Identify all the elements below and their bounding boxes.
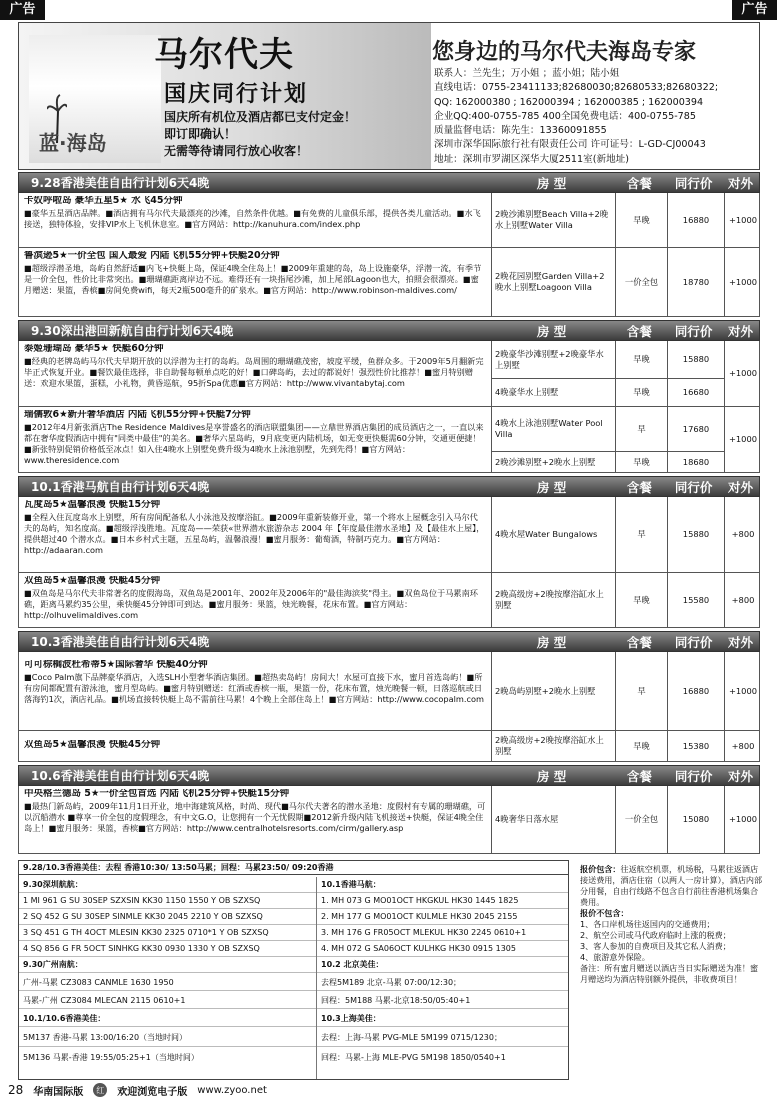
ad-banner — [18, 22, 760, 170]
room-type: 2晚高级房+2晚按摩浴缸水上别墅 — [491, 573, 615, 627]
welcome-text: 欢迎浏览电子版 — [117, 1086, 188, 1098]
page-number: 28 — [8, 1083, 24, 1097]
contact-info: 联系人：兰先生；万小姐 ；蓝小姐；陆小姐 直线电话：0755-23411133;82680030;82680533;82680322; QQ: 162000380 ; 162000394 ; 162000385 ; 162000394 企业QQ:400-0755-785 400全国免费电话：400-0755-785 质量监督电话：陈先生：13360091855 深圳市深华国际旅行社有限责任公司 许可证号：L-GD-CJ00043 地址：深圳市罗湖区深华大厦2511室(新地址) — [434, 68, 719, 165]
room-type: 2晚沙滩别墅Beach Villa+2晚水上别墅Water Villa — [491, 193, 615, 247]
price: 18780 — [667, 248, 724, 316]
flight-info-box: 9.28/10.3香港美佳：去程 香港10:30/ 13:50马累；回程：马累23:50/ 09:20香港 9.30深圳航航： 1 MI 961 G SU 30SEP SZXSIN KK30 1150 1550 Y OB SZXSQ 2 SQ 452 G SU 30SEP SINMLE KK30 2045 2210 Y OB SZXSQ 3 SQ 451 G TH 4OCT MLESIN KK30 2325 0710*1 Y OB SZXSQ 4 SQ 856 G FR 5OCT SINHKG KK30 0930 1330 Y OB SZXSQ 9.30广州南航： 广州-马累 CZ3083 CANMLE 1630 1950 马累-广州 CZ3084 MLECAN 2115 0610+1 10.1/10.6香港美佳： 5M137 香港-马累 13:00/16:20（当地时间） 5M136 马累-香港 19:55/05:25+1（当地时间） 10.1香港马航： 1. MH 073 G MO01OCT HKGKUL HK30 1445 1825 2. MH 177 G MO01OCT KULMLE HK30 2045 2155 3. MH 176 G FR05OCT MLEKUL HK30 2245 0610+1 4. MH 072 G SA06OCT KULHKG HK30 0915 1305 10.2 北京美佳： 去程5M189 北京-马累 07:00/12:30； 回程：5M188 马累-北京18:50/05:40+1 10.3上海美佳： 去程：上海-马累 PVG-MLE 5M199 0715/1230； 回程：马累-上海 MLE-PVG 5M198 1850/0540+1 — [18, 860, 569, 1080]
room-type: 4晚水上泳池别墅Water Pool Villa — [491, 407, 615, 451]
section-header: 10.6香港美佳自由行计划6天4晚 房 型 含餐 同行价 对外 — [18, 765, 760, 786]
ad-tag-left: 广告 — [0, 0, 45, 20]
price: 16680 — [667, 378, 724, 406]
price: 15880 — [667, 497, 724, 572]
section-0930 — [18, 320, 760, 473]
hotel-desc: ■最热门新岛屿，2009年11月1日开业，地中海建筑风格，时尚、现代■马尔代夫著名的潜水圣地：度假村有专属的珊瑚礁，可以沉船潜水 ■尊享一价全包的度假理念，有中文G.O，让您拥有一个无忧假期■2012新升级内陆飞机接送+快艇，保证4晚全住岛上！■蜜月服务：果篮，香槟■官方网站：http://www.centralhotelsresorts.com/cirm/gallery.asp — [24, 800, 486, 833]
price: 18680 — [667, 451, 724, 472]
outbound: +1000 — [724, 193, 761, 247]
room-type: 2晚岛屿别墅+2晚水上别墅 — [491, 652, 615, 730]
meal: 早晚 — [615, 378, 667, 406]
hotel-row — [18, 407, 760, 473]
section-1006 — [18, 765, 760, 854]
hotel-name: 可可棕榈波杜希蒂5★国际奢华 快艇40分钟 — [24, 660, 208, 670]
outbound: +800 — [724, 573, 761, 627]
hotel-name: 双鱼岛5★温馨浪漫 快艇45分钟 — [24, 740, 161, 750]
room-type: 2晚豪华沙滩别墅+2晚豪华水上别墅 — [491, 341, 615, 378]
hotel-desc: ■超级浮潜圣地，岛屿自然舒适■内飞+快艇上岛，保证4晚全住岛上！■2009年重建的岛，岛上设施豪华，浮潜一流，有季节是一价全包，性价比非常突出。■珊瑚礁距离岸边不远。难得还有一块指尾沙滩，加上尾部Lagoon也大，拍照会很漂亮。■蜜月赠送：果篮，香槟■房间免费wifi，每天2瓶500毫升的矿泉水。■官方网站：http://www.robinson-maldives.com/ — [24, 262, 482, 295]
outbound: +1000 — [724, 248, 761, 316]
room-type: 4晚豪华水上别墅 — [491, 378, 615, 406]
section-header: 9.30深出港回新航自由行计划6天4晚 房 型 含餐 同行价 对外 — [18, 320, 760, 341]
hotel-row — [18, 731, 760, 762]
hotel-row — [18, 341, 760, 407]
price: 16880 — [667, 652, 724, 730]
meal: 一价全包 — [615, 248, 667, 316]
hotel-name: 鲁滨逊5★一价全包 国人最爱 内陆飞机55分钟+快艇20分钟 — [24, 251, 280, 261]
hotel-desc: ■2012年4月新张酒店The Residence Maldives是享誉盛名的酒店联盟集团——立鼎世界酒店集团的成员酒店之一，一直以来都在奢华度假酒店中拥有"同类中最佳"的美名。■奢华六星岛屿，9月底变更内陆机场，如无变更快艇需60分钟，交通更便捷！■新张特别促销价格低至冰点！如入住4晚水上别墅免费升级为4晚水上泳池别墅，先到先得！■官方网站：www.theresidence.com — [24, 421, 484, 465]
section-header: 9.28香港美佳自由行计划6天4晚 房 型 含餐 同行价 对外 — [18, 172, 760, 193]
logo-box — [29, 35, 161, 163]
hotel-name: 双鱼岛5★温馨浪漫 快艇45分钟 — [24, 576, 161, 586]
section-1003 — [18, 631, 760, 762]
meal: 早 — [615, 497, 667, 572]
ad-tag-right: 广告 — [732, 0, 777, 20]
site-link[interactable]: www.zyoo.net — [197, 1084, 267, 1096]
hotel-name: 瓦度岛5★温馨浪漫 快艇15分钟 — [24, 500, 161, 510]
section-header: 10.3香港美佳自由行计划6天4晚 房 型 含餐 同行价 对外 — [18, 631, 760, 652]
outbound: +1000 — [724, 407, 761, 472]
price-notes: 报价包含：往返航空机票，机场税，马累往返酒店接送费用，酒店住宿（以两人一房计算），酒店内部分用餐，自由行线路不包含自行前往香港机场集合费用。 报价不包含： 1、各口岸机场往返国内的交通费用； 2、航空公司或马代政府临时上涨的税费； 3、客人参加的自费项目及其它私人消费； 4、旅游意外保险。 备注：所有蜜月赠送以酒店当日实际赠送为准！蜜月赠送均为酒店特别额外提供，非收费项目！ — [580, 864, 763, 984]
outbound: +800 — [724, 497, 761, 572]
hotel-row — [18, 248, 760, 317]
flight-top: 9.28/10.3香港美佳：去程 香港10:30/ 13:50马累；回程：马累23:50/ 09:20香港 — [19, 861, 568, 875]
hotel-desc: ■全程入住瓦度岛水上别墅，所有房间配备私人小泳池及按摩浴缸。■2009年重新装修开业，第一个将水上屋概念引入马尔代夫的岛屿，知名度高。■超级浮浅胜地。瓦度岛——荣获«世界潜水旅游杂志 2004 年【年度最佳潜水圣地】及【最佳水上屋】，提供超过40 个潜水点。■日本乡村式主题，五星岛屿，温馨浪漫！■蜜月服务：葡萄酒，特制巧克力。■官方网站：http://adaaran.com — [24, 511, 485, 555]
edition: 华南国际版 — [33, 1086, 84, 1098]
hotel-row — [18, 497, 760, 573]
outbound: +1000 — [724, 786, 761, 853]
hotel-desc: ■经典的老牌岛屿马尔代夫早期开放的以浮潜为主打的岛屿。岛周围的珊瑚礁茂密，坡度平缓，鱼群众多。于2009年5月翻新完毕正式恢复开业。■餐饮最佳选择，非自助餐每顿单点吃的好！■口碑岛屿，去过的都说好！强烈性价比推荐！■蜜月特别赠送：欢迎水果篮，蛋糕，小礼物，黄昏巡航，95折Spa优惠■官方网站：http://www.vivantabytaj.com — [24, 355, 484, 388]
hotel-row — [18, 193, 760, 248]
meal: 早晚 — [615, 573, 667, 627]
price: 16880 — [667, 193, 724, 247]
price: 15580 — [667, 573, 724, 627]
meal: 早 — [615, 407, 667, 451]
edition-icon: 红 — [93, 1083, 107, 1097]
hotel-name: 泰姬珊瑚岛 豪华5★ 快艇60分钟 — [24, 344, 164, 354]
room-type: 2晚花园别墅Garden Villa+2晚水上别墅Loagoon Villa — [491, 248, 615, 316]
hotel-name: 中央格兰德岛 5★一价全包首选 内陆飞机25分钟+快艇15分钟 — [24, 789, 290, 799]
ad-slogan: 国庆所有机位及酒店都已支付定金！ 即订即确认！ 无需等待请同行放心收客！ — [164, 110, 357, 158]
price: 15880 — [667, 341, 724, 378]
outbound: +1000 — [724, 652, 761, 730]
hotel-desc: ■Coco Palm旗下品牌豪华酒店，入选SLH小型奢华酒店集团。■超热卖岛屿！房间大！水屋可直接下水，蜜月首选岛屿！■所有房间都配置有游泳池，蜜月型岛屿。■蜜月特别赠送：红酒或香槟一瓶，果篮一份，花床布置，烛光晚餐一顿，日落巡航或日落海钓1次，酒店礼品。■机场直接转快艇上岛不需前往马累！4个晚上全部住岛上！■官方网站：http://www.cocopalm.com — [24, 671, 484, 704]
ad-title: 国庆同行计划 — [164, 82, 309, 107]
outbound: +1000 — [724, 341, 761, 406]
room-type: 4晚奢华日落水屋 — [491, 786, 615, 853]
price: 17680 — [667, 407, 724, 451]
outbound: +800 — [724, 731, 761, 761]
room-type: 2晚高级房+2晚按摩浴缸水上别墅 — [491, 731, 615, 761]
logo-area — [19, 23, 431, 170]
hotel-row — [18, 573, 760, 628]
page-footer — [8, 1082, 768, 1098]
meal: 早晚 — [615, 731, 667, 761]
price: 15380 — [667, 731, 724, 761]
section-0928 — [18, 172, 760, 317]
hotel-row — [18, 786, 760, 854]
room-type: 2晚沙滩别墅+2晚水上别墅 — [491, 451, 615, 472]
logo-sub: 蓝·海岛 — [39, 131, 107, 155]
meal: 早 — [615, 652, 667, 730]
hotel-name: 瑞儒敦6★新开奢华酒店 内陆飞机55分钟+快艇7分钟 — [24, 410, 251, 420]
meal: 早晚 — [615, 451, 667, 472]
hotel-row — [18, 652, 760, 731]
section-1001 — [18, 476, 760, 628]
tagline: 您身边的马尔代夫海岛专家 — [432, 40, 697, 65]
meal: 早晚 — [615, 193, 667, 247]
meal: 一价全包 — [615, 786, 667, 853]
hotel-name: 卡奴呼啦岛 豪华五星5★ 水飞45分钟 — [24, 196, 183, 206]
price: 15080 — [667, 786, 724, 853]
room-type: 4晚水屋Water Bungalows — [491, 497, 615, 572]
section-header: 10.1香港马航自由行计划6天4晚 房 型 含餐 同行价 对外 — [18, 476, 760, 497]
hotel-desc: ■豪华五星酒店品牌。■酒店拥有马尔代夫最漂亮的沙滩，自然条件优越。■有免费的儿童俱乐部，提供各类儿童活动。■水飞接送，独特体验，安排VIP水上飞机休息室。■官方网站：http://kanuhura.com/index.php — [24, 207, 481, 229]
meal: 早晚 — [615, 341, 667, 378]
hotel-desc: ■双鱼岛是马尔代夫非常著名的度假海岛，双鱼岛是2001年、2002年及2006年的"最佳海滨奖"得主。■双鱼岛位于马累南环礁，距离马累约35公里，乘快艇45分钟即可到达。■蜜月服务：果篮，烛光晚餐，花床布置。■官方网站：http://olhuvelimaldives.com — [24, 587, 478, 620]
brand-name: 马尔代夫 — [154, 35, 294, 75]
